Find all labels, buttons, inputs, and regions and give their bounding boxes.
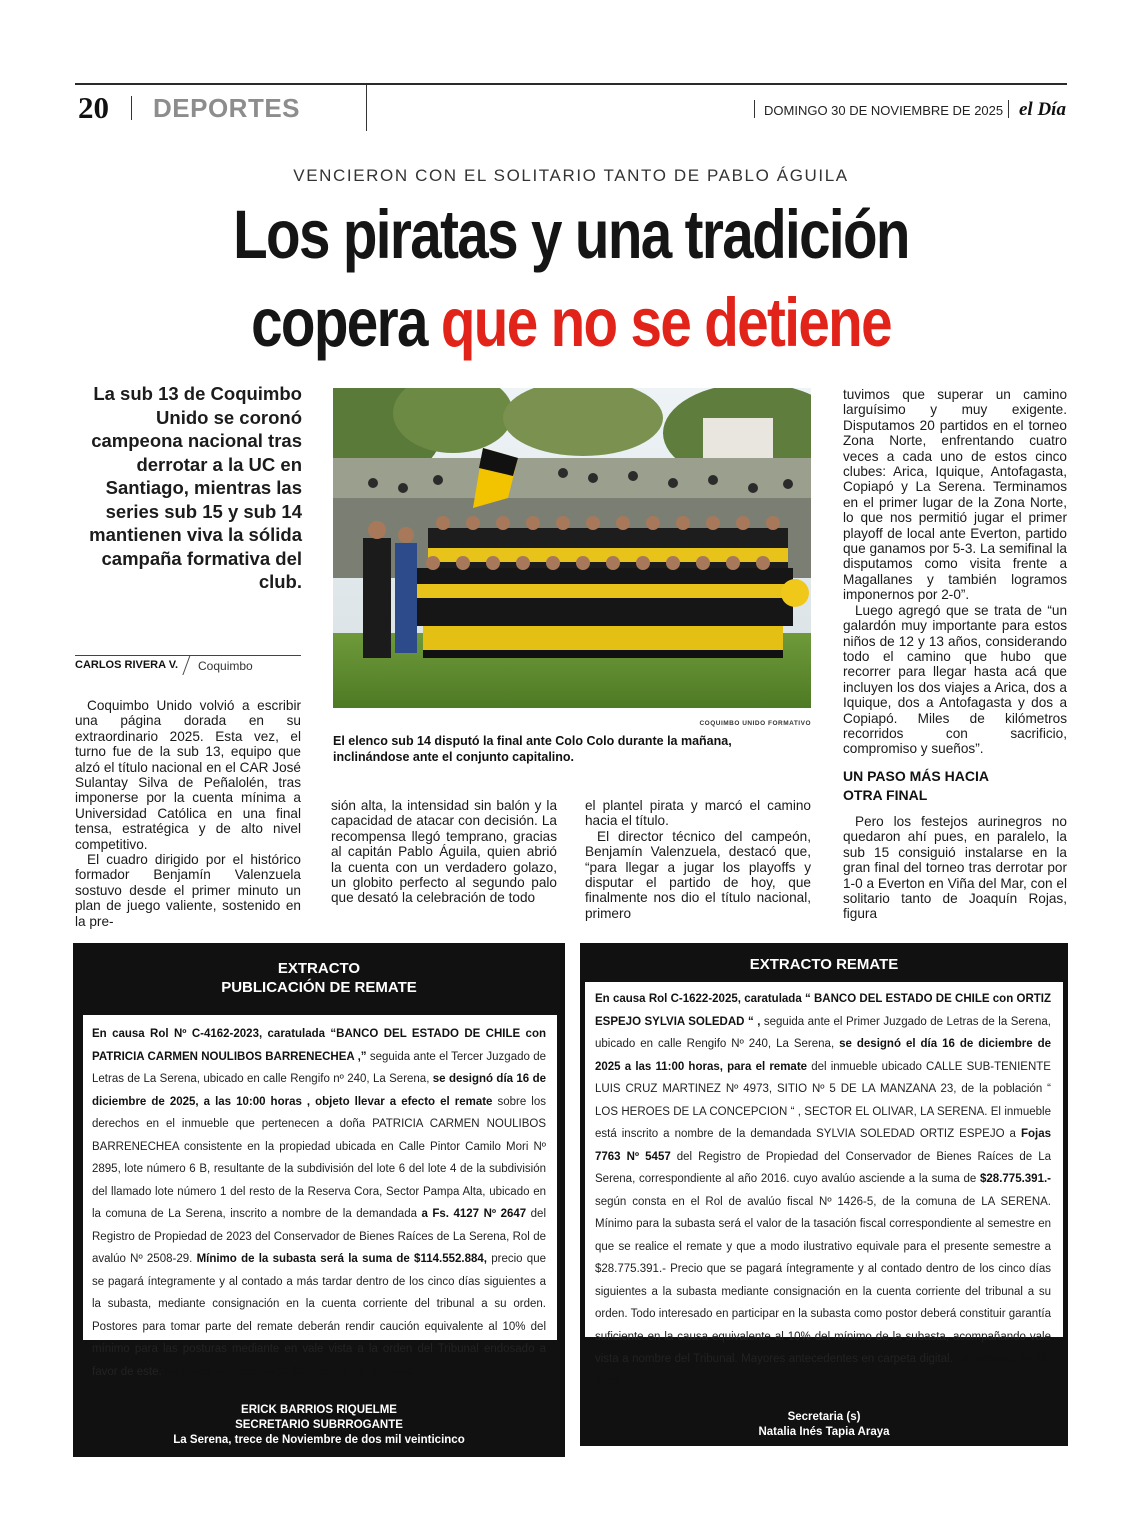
legal-text: precio que se pagará íntegramente y al contado a más tardar dentro de los cinco días siguientes a la subasta, mediante consignación en la cuenta corriente del tribunal a su orden. Postores para tomar parte del remate deberán rendir caución equivalente al 10% del mínimo para las posturas mediante en vale vista a la orden del Tribunal endosado a favor de este. <box>92 1253 546 1378</box>
body-paragraph: El cuadro dirigido por el histórico formador Benjamín Valenzuela sostuvo desde el primer minuto un plan de juego valiente, sostenido en la pre- <box>75 852 301 929</box>
legal-text: del inmueble ubicado CALLE SUB-TENIENTE LUIS CRUZ MARTINEZ Nº 4973, SITIO Nº 5 DE LA MANZANA 23, de la población “ LOS HEROES DE LA CONCEPCION “ , SECTOR EL OLIVAR, LA SERENA. El inmueble está inscrito a nombre de la demandada SYLVIA SOLEDAD ORTIZ ESPEJO a <box>595 1060 1051 1140</box>
header-separator <box>366 85 367 131</box>
remate-right-signature <box>580 1410 1068 1440</box>
remate-left-text <box>92 1023 546 1383</box>
subhead-line: UN PASO MÁS HACIA <box>843 768 989 784</box>
legal-text: según consta en el Rol de avalúo fiscal Nº 1426-5, de la comuna de LA SERENA. Mínimo para la subasta será el valor de la tasación fiscal correspondiente al semestre en que se realice el remate y que a modo ilustrativo equivale para el presente semestre a $28.775.391.- Precio que se pagará íntegramente y al contado dentro de los cinco días siguientes a la subasta mediante consignación en la cuenta corriente del tribunal a su orden. Todo interesado en participar en la subasta como postor deberá constituir garantía suficiente en la causa equivalente al 10% del mínimo de la subasta, acompañando vale vista a nombre del Tribunal. Mayores antecedentes en carpeta digital. <box>595 1195 1051 1365</box>
body-paragraph: Coquimbo Unido volvió a escribir una página dorada en su extraordinario 2025. Esta vez, el turno fue de la sub 13, equipo que alzó el título nacional en el CAR José Sulantay Silva de Peñalolén, tras imponerse por la cuenta mínima a Universidad Católica en una final tensa, estratégica y de alto nivel competitivo. <box>75 698 301 852</box>
signature-line: ERICK BARRIOS RIQUELME <box>241 1404 397 1416</box>
legal-text: del Registro de Propiedad de 2023 del Conservador de Bienes Raíces de La Serena, Rol de avalúo Nº 2508-29. <box>92 1208 546 1265</box>
signature-line: SECRETARIO SUBRROGANTE <box>235 1419 403 1431</box>
body-column-1 <box>75 698 301 929</box>
byline-slash <box>182 655 190 675</box>
legal-text: seguida ante el Primer Juzgado de Letras de la Serena, ubicado en calle Rengifo Nº 240, La Serena, <box>595 1015 1051 1050</box>
legal-text: sobre los derechos en el inmueble que pertenecen a doña PATRICIA CARMEN NOULIBOS BARRENECHEA consistente en la propiedad ubicada en Calle Pintor Camilo Mori Nº 2895, lote número 6 B, resultante de la subdivisión del lote 6 del lote 4 de la subdivisión del llamado lote número 1 del resto de la Reserva Cora, Sector Pampa Alta, ubicado en la comuna de La Serena, inscrito a nombre de la demandada <box>92 1095 546 1220</box>
section-title: DEPORTES <box>153 93 301 123</box>
body-column-4-bottom <box>843 814 1067 922</box>
remate-left-signature <box>73 1403 565 1448</box>
legal-bold: Mínimo de la subasta será la suma de $114.552.884, <box>196 1253 487 1265</box>
legal-bold: Fojas 7763 Nº 5457 <box>595 1128 1051 1163</box>
body-column-4-top <box>843 387 1067 757</box>
legal-bold: Mayores antecedentes Secretaría del Tribunal. <box>164 1365 418 1378</box>
signature-line: Secretaria (s) <box>787 1411 861 1423</box>
body-paragraph: El director técnico del campeón, Benjamín Valenzuela, destacó que, “para llegar a jugar los playoffs y disputar el partido de hoy, que finalmente nos dio el título nacional, primero <box>585 828 811 921</box>
legal-bold: En causa Rol Nº C-4162-2023, caratulada “BANCO DEL ESTADO DE CHILE con PATRICIA CARMEN NOULIBOS BARRENECHEA ,” <box>92 1028 546 1063</box>
team-photo <box>333 388 811 708</box>
lead-paragraph: La sub 13 de Coquimbo Unido se coronó campeona nacional tras derrotar a la UC en Santiago, mientras las series sub 15 y sub 14 mantienen viva la sólida campaña formativa del club. <box>89 383 302 592</box>
header-rule <box>75 83 1067 85</box>
legal-bold: a Fs. 4127 Nº 2647 <box>421 1208 527 1220</box>
kicker: VENCIERON CON EL SOLITARIO TANTO DE PABLO ÁGUILA <box>293 166 849 185</box>
header-separator <box>131 96 132 120</box>
photo-caption: El elenco sub 14 disputó la final ante Colo Colo durante la mañana, inclinándose ante el conjunto capitalino. <box>333 734 732 764</box>
page-number: 20 <box>78 90 109 125</box>
header-separator <box>1008 100 1009 118</box>
headline-red: que no se detiene <box>440 284 891 361</box>
remate-left-title <box>73 959 565 997</box>
remate-box-left <box>73 943 565 1457</box>
legal-bold: se designó el día 16 de diciembre de 2025 a las 11:00 horas, para el remate <box>595 1038 1051 1073</box>
remate-right-title: EXTRACTO REMATE <box>749 956 899 973</box>
issue-date: DOMINGO 30 DE NOVIEMBRE DE 2025 <box>764 103 1004 118</box>
body-paragraph: Luego agregó que se trata de “un galardón muy importante para estos niños de 12 y 13 años, considerando todo el camino que hubo que recorrer para llegar hasta acá que incluyen los dos viajes a Arica, dos a Iquique, dos a Antofagasta y dos a Copiapó. Miles de kilómetros recorridos con sacrificio, compromiso y sueños”. <box>843 602 1067 757</box>
subhead <box>843 767 1073 805</box>
signature-line: La Serena, trece de Noviembre de dos mil veinticinco <box>173 1434 465 1446</box>
byline-author: CARLOS RIVERA V. <box>75 659 179 671</box>
body-column-2 <box>331 798 557 906</box>
byline-city: Coquimbo <box>198 659 253 673</box>
legal-bold: se designó día 16 de diciembre de 2025, a las 10:00 horas , objeto llevar a efecto el remate <box>92 1073 546 1108</box>
body-paragraph: sión alta, la intensidad sin balón y la capacidad de atacar con decisión. La recompensa llegó temprano, gracias al capitán Pablo Águila, quien abrió la cuenta con un verdadero golazo, un globito perfecto al segundo palo que desató la celebración de todo <box>331 798 557 906</box>
team-photo-illustration <box>333 388 811 708</box>
legal-text: seguida ante el Tercer Juzgado de Letras de La Serena, ubicado en calle Rengifo nº 240, La Serena, <box>92 1050 546 1085</box>
headline-line-1: Los piratas y una tradición <box>233 196 909 273</box>
newspaper-brand: el Día <box>1019 99 1066 120</box>
legal-bold: En causa Rol C-1622-2025, caratulada “ BANCO DEL ESTADO DE CHILE con ORTIZ ESPEJO SYLVIA SOLEDAD “ , <box>595 993 1051 1028</box>
headline-black: copera <box>251 284 427 361</box>
title-line: PUBLICACIÓN DE REMATE <box>221 979 417 996</box>
body-paragraph: Pero los festejos aurinegros no quedaron ahí pues, en paralelo, la sub 15 consiguió instalarse en la gran final del torneo tras derrotar por 1-0 a Everton en Viña del Mar, con el solitario tanto de Joaquín Rojas, figura <box>843 814 1067 922</box>
body-column-3 <box>585 798 811 921</box>
title-line: EXTRACTO <box>277 960 361 977</box>
headline-line-2 <box>103 280 1039 366</box>
photo-credit: COQUIMBO UNIDO FORMATIVO <box>699 720 811 727</box>
body-paragraph: tuvimos que superar un camino larguísimo y muy exigente. Disputamos 20 partidos en el torneo Zona Norte, enfrentando cuatro veces a cada uno de estos cinco clubes: Arica, Iquique, Antofagasta, Copiapó y La Serena. Terminamos en el primer lugar de la Zona Norte, lo que nos permitió jugar el primer playoff de local ante Everton, partido que ganamos por 5-3. La semifinal la disputamos como visita frente a Magallanes y también logramos imponernos por 2-0”. <box>843 387 1067 603</box>
remate-right-body <box>585 982 1063 1388</box>
legal-bold: La Serena, 26-11-2025. <box>595 1353 1051 1388</box>
legal-bold: $28.775.391.- <box>980 1173 1051 1185</box>
remate-right-text <box>595 988 1051 1393</box>
header-separator <box>754 100 755 118</box>
legal-text: del Registro de Propiedad del Conservador de Bienes Raíces de La Serena, correspondiente al año 2016. cuyo avalúo asciende a la suma de <box>595 1150 1051 1185</box>
remate-left-body <box>83 1015 557 1378</box>
body-paragraph: el plantel pirata y marcó el camino hacia el título. <box>585 798 811 829</box>
subhead-line: OTRA FINAL <box>843 787 928 803</box>
signature-line: Natalia Inés Tapia Araya <box>758 1426 890 1438</box>
remate-box-right <box>580 943 1068 1446</box>
